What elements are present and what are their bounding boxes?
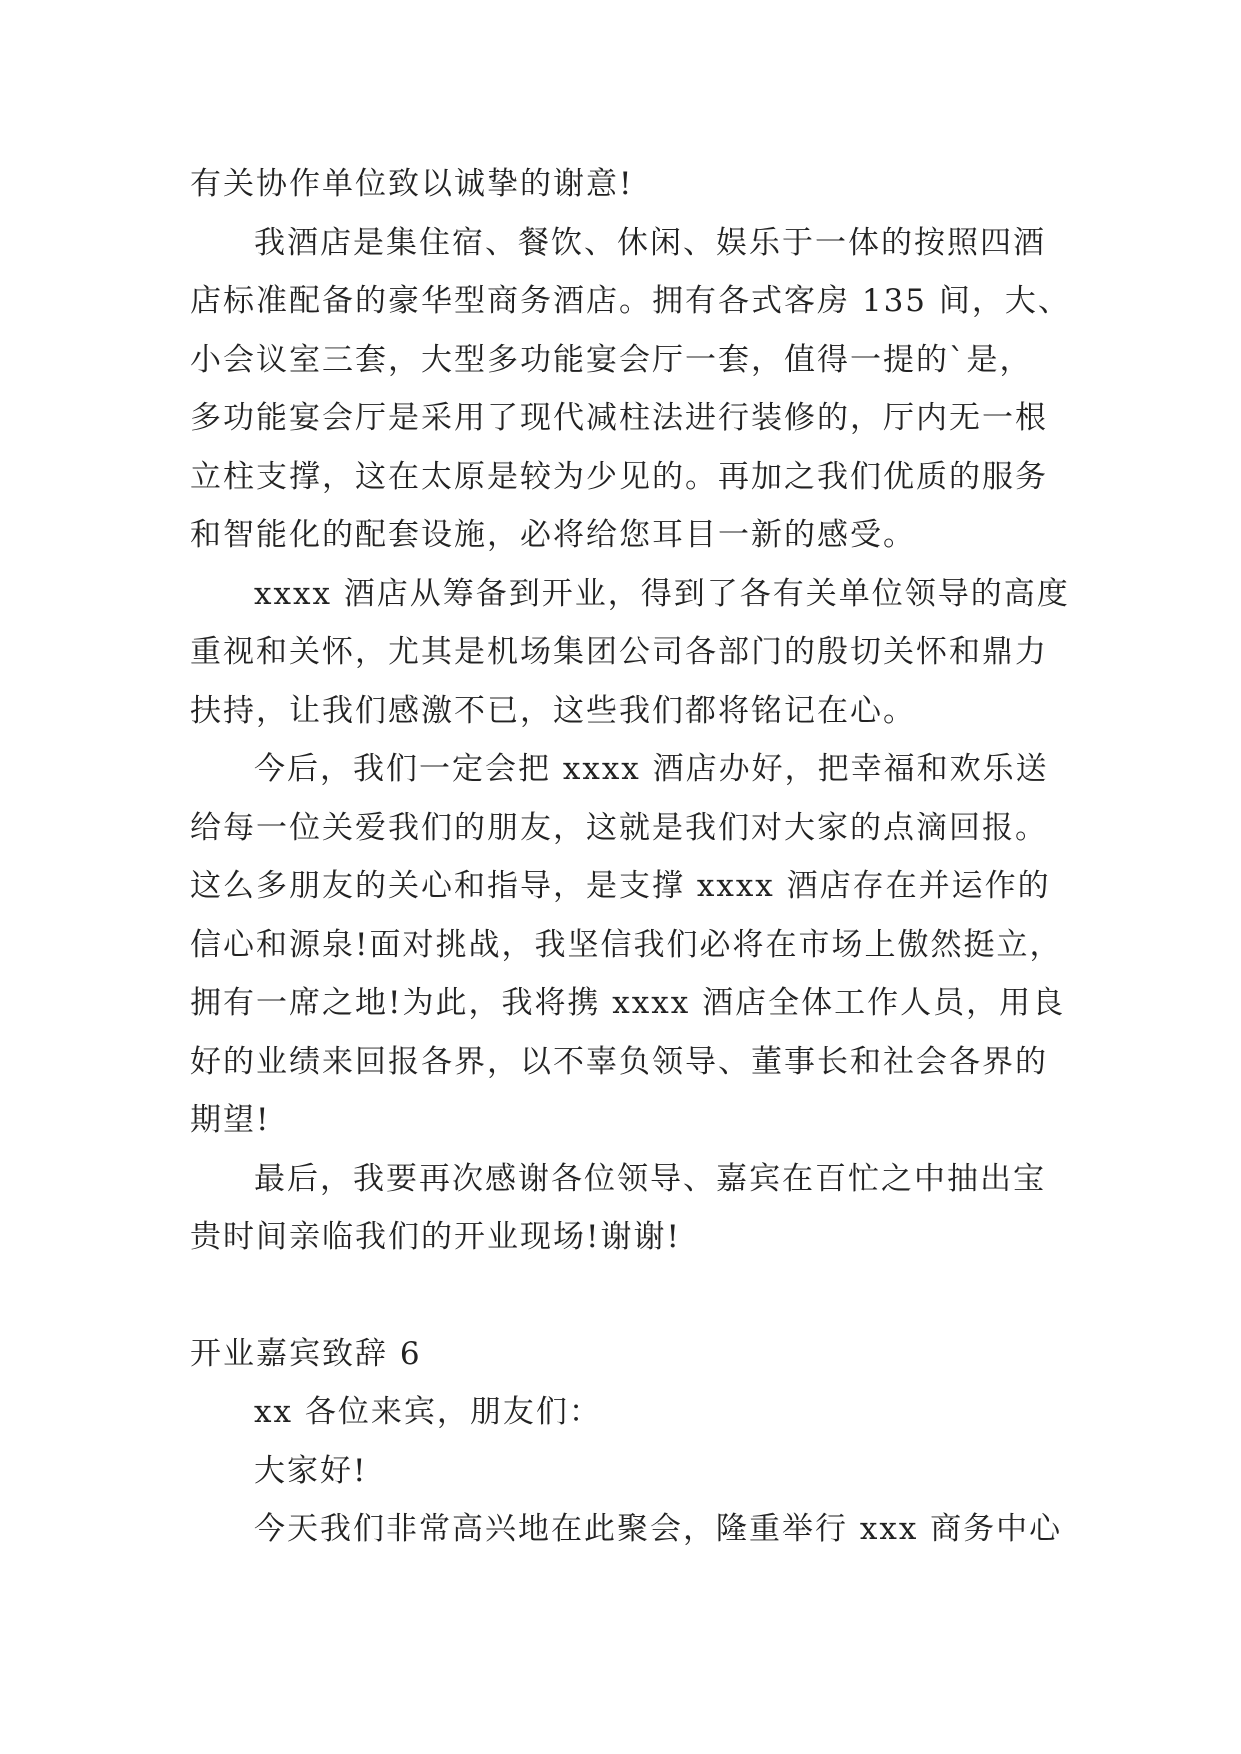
text-line: 大家好! bbox=[254, 1452, 368, 1489]
text-line: 有关协作单位致以诚挚的谢意! bbox=[190, 166, 634, 202]
paragraph-block-2 bbox=[190, 1383, 1070, 1559]
text-line: 给每一位关爱我们的朋友，这就是我们对大家的点滴回报。 bbox=[190, 809, 1048, 846]
text-line: 立柱支撑，这在太原是较为少见的。再加之我们优质的服务 bbox=[190, 458, 1048, 495]
text-line: 好的业绩来回报各界，以不辜负领导、董事长和社会各界的 bbox=[190, 1043, 1048, 1080]
text-line: 重视和关怀，尤其是机场集团公司各部门的殷切关怀和鼎力 bbox=[190, 634, 1048, 670]
section-spacer bbox=[190, 1267, 1070, 1325]
text-line: 店标准配备的豪华型商务酒店。拥有各式客房 135 间，大、 bbox=[190, 283, 1071, 319]
text-line: 和智能化的配套设施，必将给您耳目一新的感受。 bbox=[190, 517, 916, 553]
text-line: 期望! bbox=[190, 1102, 271, 1138]
text-line: 贵时间亲临我们的开业现场!谢谢! bbox=[190, 1219, 681, 1255]
text-line: xx 各位来宾，朋友们： bbox=[254, 1394, 602, 1430]
text-line: xxxx 酒店从筹备到开业，得到了各有关单位领导的高度 bbox=[254, 575, 1070, 612]
text-line: 这么多朋友的关心和指导，是支撑 xxxx 酒店存在并运作的 bbox=[190, 868, 1051, 904]
text-line: 扶持，让我们感激不已，这些我们都将铭记在心。 bbox=[190, 692, 916, 729]
text-line: 信心和源泉!面对挑战，我坚信我们必将在市场上傲然挺立， bbox=[190, 926, 1063, 963]
document-body bbox=[190, 155, 1070, 1559]
text-line: 今后，我们一定会把 xxxx 酒店办好，把幸福和欢乐送 bbox=[254, 751, 1049, 787]
text-line: 拥有一席之地!为此，我将携 xxxx 酒店全体工作人员，用良 bbox=[190, 985, 1066, 1021]
text-line: 今天我们非常高兴地在此聚会，隆重举行 xxx 商务中心 bbox=[254, 1511, 1063, 1547]
text-line: 最后，我要再次感谢各位领导、嘉宾在百忙之中抽出宝 bbox=[254, 1160, 1046, 1197]
section-heading: 开业嘉宾致辞 6 bbox=[190, 1335, 422, 1372]
paragraph-block-1 bbox=[190, 155, 1070, 1267]
text-line: 小会议室三套，大型多功能宴会厅一套，值得一提的`是， bbox=[190, 341, 1033, 378]
text-line: 多功能宴会厅是采用了现代减柱法进行装修的，厅内无一根 bbox=[190, 400, 1048, 436]
text-line: 我酒店是集住宿、餐饮、休闲、娱乐于一体的按照四酒 bbox=[254, 224, 1046, 261]
